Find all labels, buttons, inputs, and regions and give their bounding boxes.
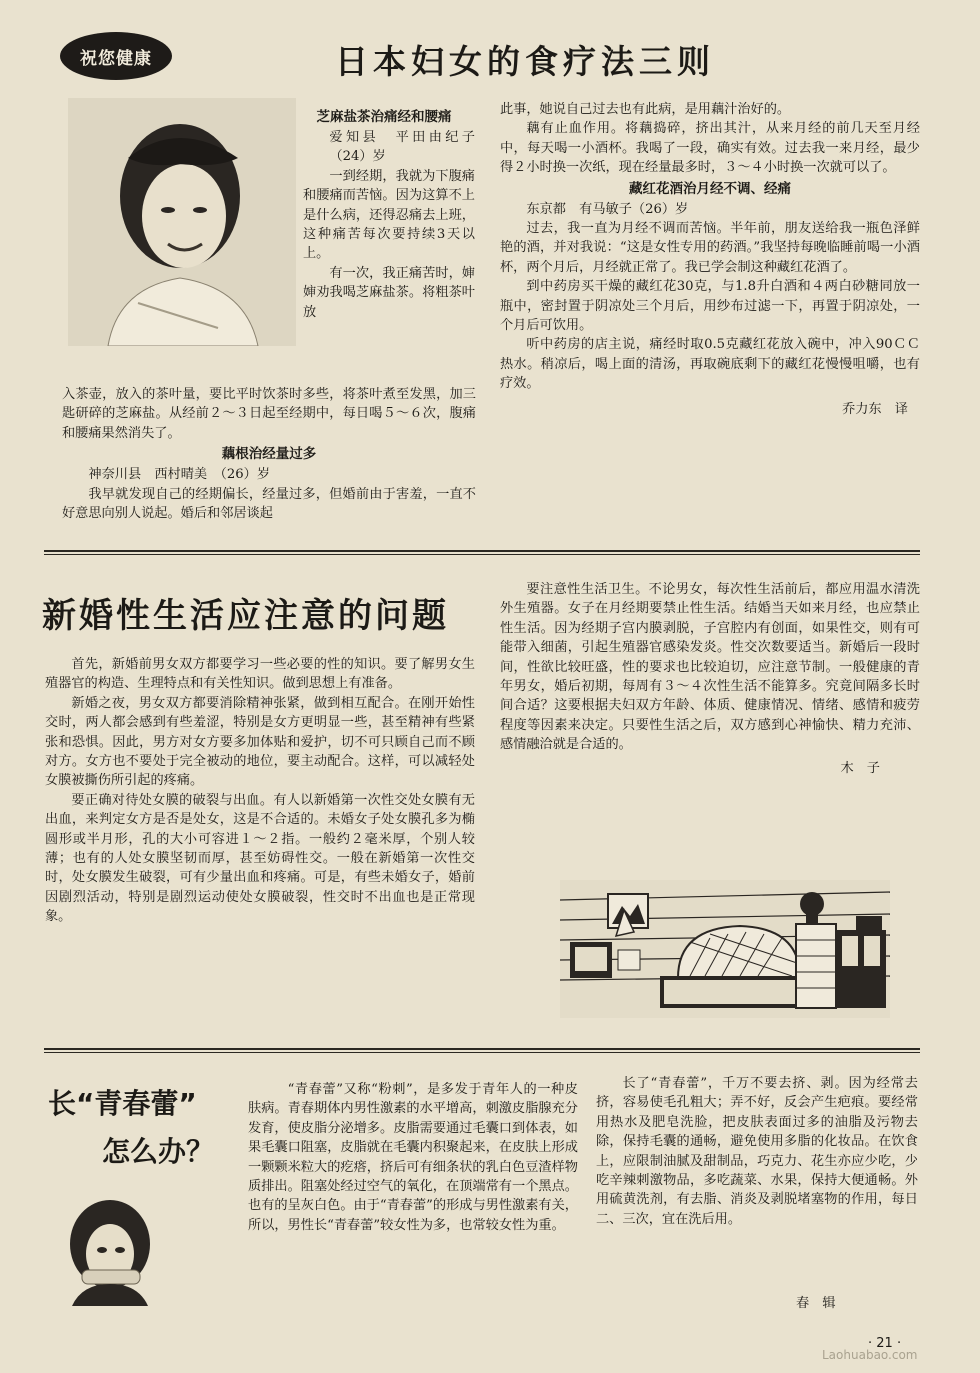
section-divider-2 <box>44 1048 920 1050</box>
article-title-food-therapy: 日本妇女的食疗法三则 <box>335 42 715 81</box>
watermark: Laohuabao.com <box>822 1348 918 1362</box>
paragraph-neighbor: 此事，她说自己过去也有此病，是用藕汁治好的。 <box>500 102 791 117</box>
woman-portrait-photo <box>68 98 296 346</box>
paragraph-wedding-night: 新婚之夜，男女双方都要消除精神张紧，做到相互配合。在刚开始性交时，两人都会感到有些羞涩，特别是女方更明显一些，甚至精神有些紧张和恐惧。因此，男方对女方要多加体贴和爱护，切不可只顾自己而不顾对方。女方也不要处于完全被动的地位，要主动配合。这样，可以减轻处女膜被撕伤所引起的疼痛。 <box>45 695 475 789</box>
section-divider-1 <box>44 550 920 552</box>
subheading-lotus-root: 藕根治经量过多 <box>221 446 317 463</box>
paragraph-heavy-period: 我早就发现自己的经期偏长，经量过多，但婚前由于害羞，一直不好意思向别人说起。婚后和邻居谈起 <box>62 486 476 522</box>
editor-signature: 春 辑 <box>796 1296 836 1311</box>
newlywed-column-1 <box>45 655 475 927</box>
food-therapy-column-1-top <box>303 106 475 322</box>
paragraph-saffron-recipe: 到中药房买干燥的藏红花30克，与1.8升白酒和４两白砂糖同放一瓶中，密封置于阴凉处三个月后，用纱布过滤一下，再置于阴凉处，一个月后可饮用。 <box>500 279 920 334</box>
article-title-newlywed: 新婚性生活应注意的问题 <box>42 596 449 636</box>
title-line-1: 长“青春蕾” <box>48 1087 197 1120</box>
paragraph-hymen: 要正确对待处女膜的破裂与出血。有人以新婚第一次性交处女膜有无出血，来判定女方是否是处女，这是不合适的。未婚女子处女膜孔多为椭圆形或半月形，孔的大小可容进１～２指。一般约２毫米厚，个别人较薄；也有的人处女膜坚韧而厚，甚至妨碍性交。一般在新婚第一次性交时，处女膜发生破裂，可有少量出血和疼痛。可是，有些未婚女子，婚前因剧烈活动，特别是剧烈运动使处女膜破裂，性交时不出血也是正常现象。 <box>45 792 475 925</box>
subheading-saffron-wine: 藏红花酒治月经不调、经痛 <box>629 180 791 197</box>
food-therapy-column-1-bottom <box>62 385 476 523</box>
paragraph-period-pain: 一到经期，我就为下腹痛和腰痛而苦恼。因为这算不上是什么病，还得忍痛去上班，这种痛苦每次要持续3天以上。 <box>303 168 475 262</box>
paragraph-saffron-gift: 过去，我一直为月经不调而苦恼。半年前，朋友送给我一瓶色泽鲜艳的酒，并对我说：“这是女性专用的药酒。”我坚持每晚临睡前喝一小酒杯，两个月后，月经就正常了。我已学会制这种藏红花酒了。 <box>500 221 920 275</box>
acne-column-2 <box>596 1074 918 1229</box>
paragraph-knowledge: 首先，新婚前男女双方都要学习一些必要的性的知识。要了解男女生殖器官的构造、生理特点和有关性知识。做到思想上有准备。 <box>45 657 475 692</box>
page-number: · 21 · <box>868 1336 902 1351</box>
girl-portrait-photo <box>62 1196 158 1306</box>
paragraph-sesame-recipe: 入茶壶，放入的茶叶量，要比平时饮茶时多些，将茶叶煮至发黑，加三匙研碎的芝麻盐。从经前２～３日起至经期中，每日喝５～６次，腹痛和腰痛果然消失了。 <box>62 387 476 441</box>
article-title-acne <box>48 1080 248 1176</box>
newlywed-column-2 <box>500 580 920 778</box>
bedroom-illustration <box>560 880 890 1018</box>
paragraph-aunt-advice: 有一次，我正痛苦时，婶婶劝我喝芝麻盐茶。将粗茶叶放 <box>303 265 475 320</box>
food-therapy-column-2 <box>500 100 920 419</box>
paragraph-acne-cause: “青春蕾”又称“粉刺”，是多发于青年人的一种皮肤病。青春期体内男性激素的水平增高，刺激皮脂腺充分发育，使皮脂分泌增多。皮脂需要通过毛囊口到体表，如果毛囊口阻塞，皮脂就在毛囊内积聚起来，在皮肤上形成一颗颗米粒大的疙瘩，挤后可有细条状的乳白色豆渣样物质排出。阻塞处经过空气的氧化，在顶端常有一个黑点。也有的呈灰白色。由于“青春蕾”的形成与男性激素有关，所以，男性长“青春蕾”较女性为多，也常较女性为重。 <box>248 1082 578 1233</box>
paragraph-saffron-tip: 听中药房的店主说，痛经时取0.5克藏红花放入碗中，冲入90ＣＣ热水。稍凉后，喝上面的清汤，再取碗底剩下的藏红花慢慢咀嚼，也有疗效。 <box>500 337 920 392</box>
translator-signature: 乔力东 译 <box>842 401 908 417</box>
acne-column-1 <box>248 1080 578 1235</box>
title-line-2: 怎么办？ <box>102 1135 215 1168</box>
column-badge: 祝您健康 <box>60 32 172 80</box>
subheading-sesame-tea: 芝麻盐茶治痛经和腰痛 <box>316 109 452 125</box>
paragraph-lotus-effect: 藕有止血作用。将藕捣碎，挤出其汁，从来月经的前几天至月经中，每天喝一小酒杯。我喝了一段，确实有效。过去我一来月经，最少得２小时换一次纸，现在经量最多时，３～４小时换一次就可以了。 <box>500 121 920 176</box>
author-signature-muzi: 木 子 <box>840 760 880 776</box>
byline-arima: 东京都 有马敏子（26）岁 <box>526 201 689 217</box>
paragraph-acne-care: 长了“青春蕾”，千万不要去挤、剥。因为经常去挤，容易使毛孔粗大；弄不好，反会产生疤痕。要经常用热水及肥皂洗脸，把皮肤表面过多的油脂及污物去除，保持毛囊的通畅，避免使用多脂的化妆品。在饮食上，应限制油腻及甜制品，巧克力、花生亦应少吃，少吃辛辣刺激物品，多吃蔬菜、水果，保持大便通畅。外用硫黄洗剂，有去脂、消炎及剥脱堵塞物的作用，每日二、三次，宜在洗后用。 <box>596 1076 918 1227</box>
byline-nishimura: 神奈川县 西村晴美 （26）岁 <box>88 467 271 483</box>
byline-hirata: 爱知县 平田由纪子（24）岁 <box>329 130 475 165</box>
paragraph-hygiene: 要注意性生活卫生。不论男女，每次性生活前后，都应用温水清洗外生殖器。女子在月经期要禁止性生活。结婚当天如来月经，也应禁止性生活。因为经期子宫内膜剥脱，子宫腔内有创面，如果性交，则有可能带入细菌，引起生殖器官感染发炎。性交次数要适当。新婚后一段时间，性欲比较旺盛，性的要求也比较迫切，应注意节制。一般健康的青年男女，婚后初期，每周有３～４次性生活不能算多。究竟间隔多长时间合适？这要根据夫妇双方年龄、体质、健康情况、情绪、感情和疲劳程度等因素来决定。只要性生活之后，双方感到心神愉快、精力充沛、感情融洽就是合适的。 <box>500 582 920 753</box>
